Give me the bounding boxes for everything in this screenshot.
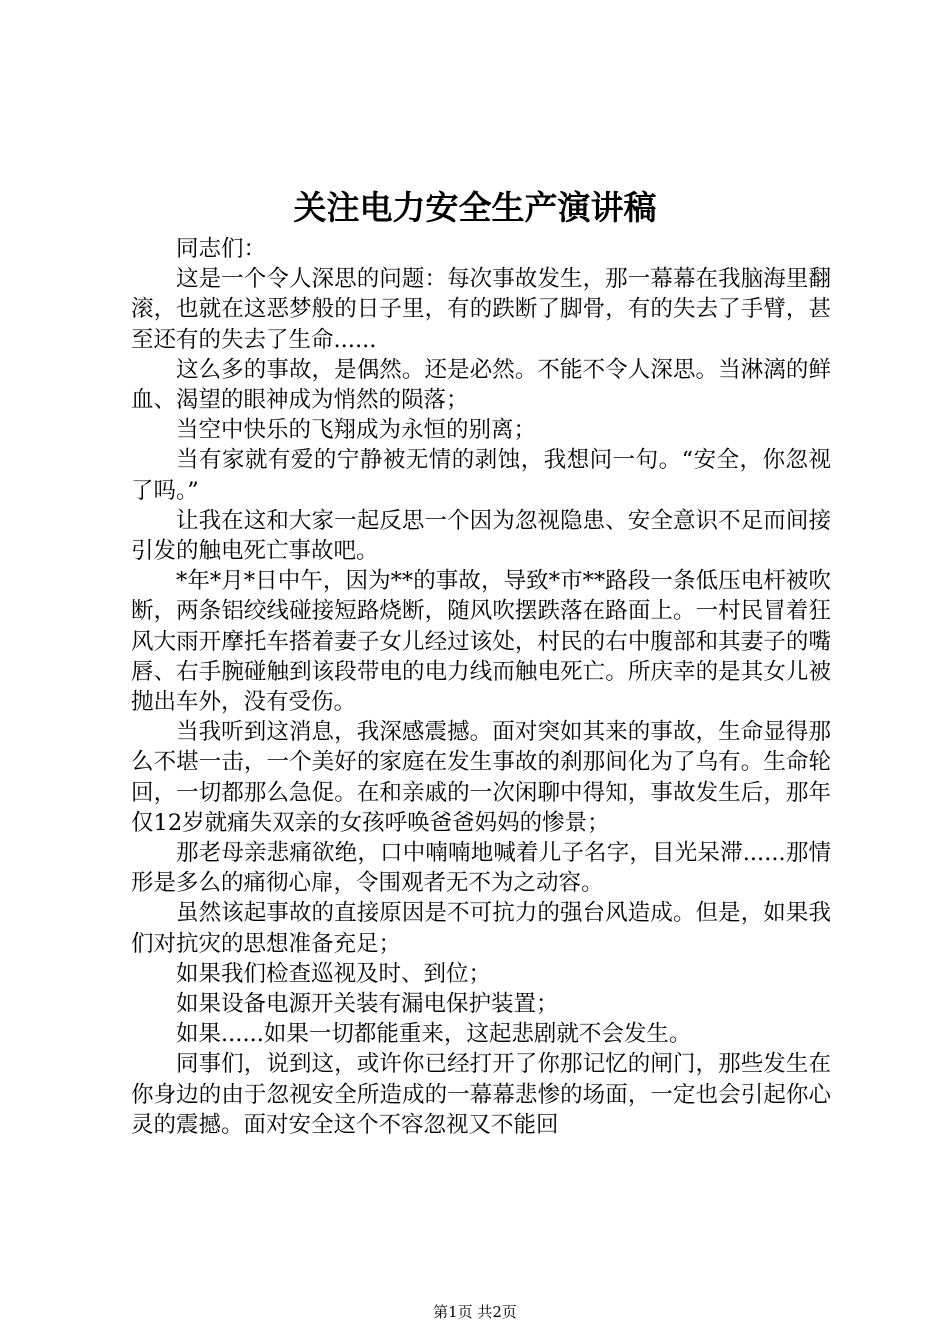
- document-body: [131, 234, 831, 1140]
- paragraph: *年*月*日中午，因为**的事故，导致*市**路段一条低压电杆被吹断，两条铝绞线碰接短路烧断，随风吹摆跌落在路面上。一村民冒着狂风大雨开摩托车搭着妻子女儿经过该处，村民的右中腹部和其妻子的嘴唇、右手腕碰触到该段带电的电力线而触电死亡。所庆幸的是其女儿被抛出车外，没有受伤。: [131, 568, 831, 716]
- paragraph: 如果设备电源开关装有漏电保护装置；: [176, 991, 559, 1018]
- paragraph: 同志们：: [176, 236, 267, 262]
- paragraph: 如果我们检查巡视及时、到位；: [176, 960, 492, 987]
- page-number-footer: 第1页 共2页: [433, 1303, 517, 1321]
- paragraph: 让我在这和大家一起反思一个因为忽视隐患、安全意识不足而间接引发的触电死亡事故吧。: [131, 507, 831, 565]
- paragraph: 那老母亲悲痛欲绝，口中喃喃地喊着儿子名字，目光呆滞......那情形是多么的痛彻心扉，令围观者无不为之动容。: [131, 840, 831, 897]
- document-title: 关注电力安全生产演讲稿: [293, 188, 657, 227]
- paragraph: 这是一个令人深思的问题：每次事故发生，那一幕幕在我脑海里翻滚，也就在这恶梦般的日子里，有的跌断了脚骨，有的失去了手臂，甚至还有的失去了生命......: [131, 266, 831, 353]
- paragraph: 如果......如果一切都能重来，这起悲剧就不会发生。: [176, 1021, 692, 1048]
- paragraph: 当我听到这消息，我深感震撼。面对突如其来的事故，生命显得那么不堪一击，一个美好的家庭在发生事故的刹那间化为了乌有。生命轮回，一切都那么急促。在和亲戚的一次闲聊中得知，事故发生后，那年仅12岁就痛失双亲的女孩呼唤爸爸妈妈的惨景；: [131, 719, 831, 836]
- paragraph: 当有家就有爱的宁静被无情的剥蚀，我想问一句。“安全，你忽视了吗。”: [131, 447, 831, 504]
- paragraph: 同事们，说到这，或许你已经打开了你那记忆的闸门，那些发生在你身边的由于忽视安全所造成的一幕幕悲惨的场面，一定也会引起你心灵的震撼。面对安全这个不容忽视又不能回: [131, 1051, 831, 1138]
- paragraph: 这么多的事故，是偶然。还是必然。不能不令人深思。当淋漓的鲜血、渴望的眼神成为悄然的陨落；: [131, 356, 831, 414]
- paragraph: 当空中快乐的飞翔成为永恒的别离；: [176, 417, 537, 444]
- paragraph: 虽然该起事故的直接原因是不可抗力的强台风造成。但是，如果我们对抗灾的思想准备充足；: [131, 900, 831, 957]
